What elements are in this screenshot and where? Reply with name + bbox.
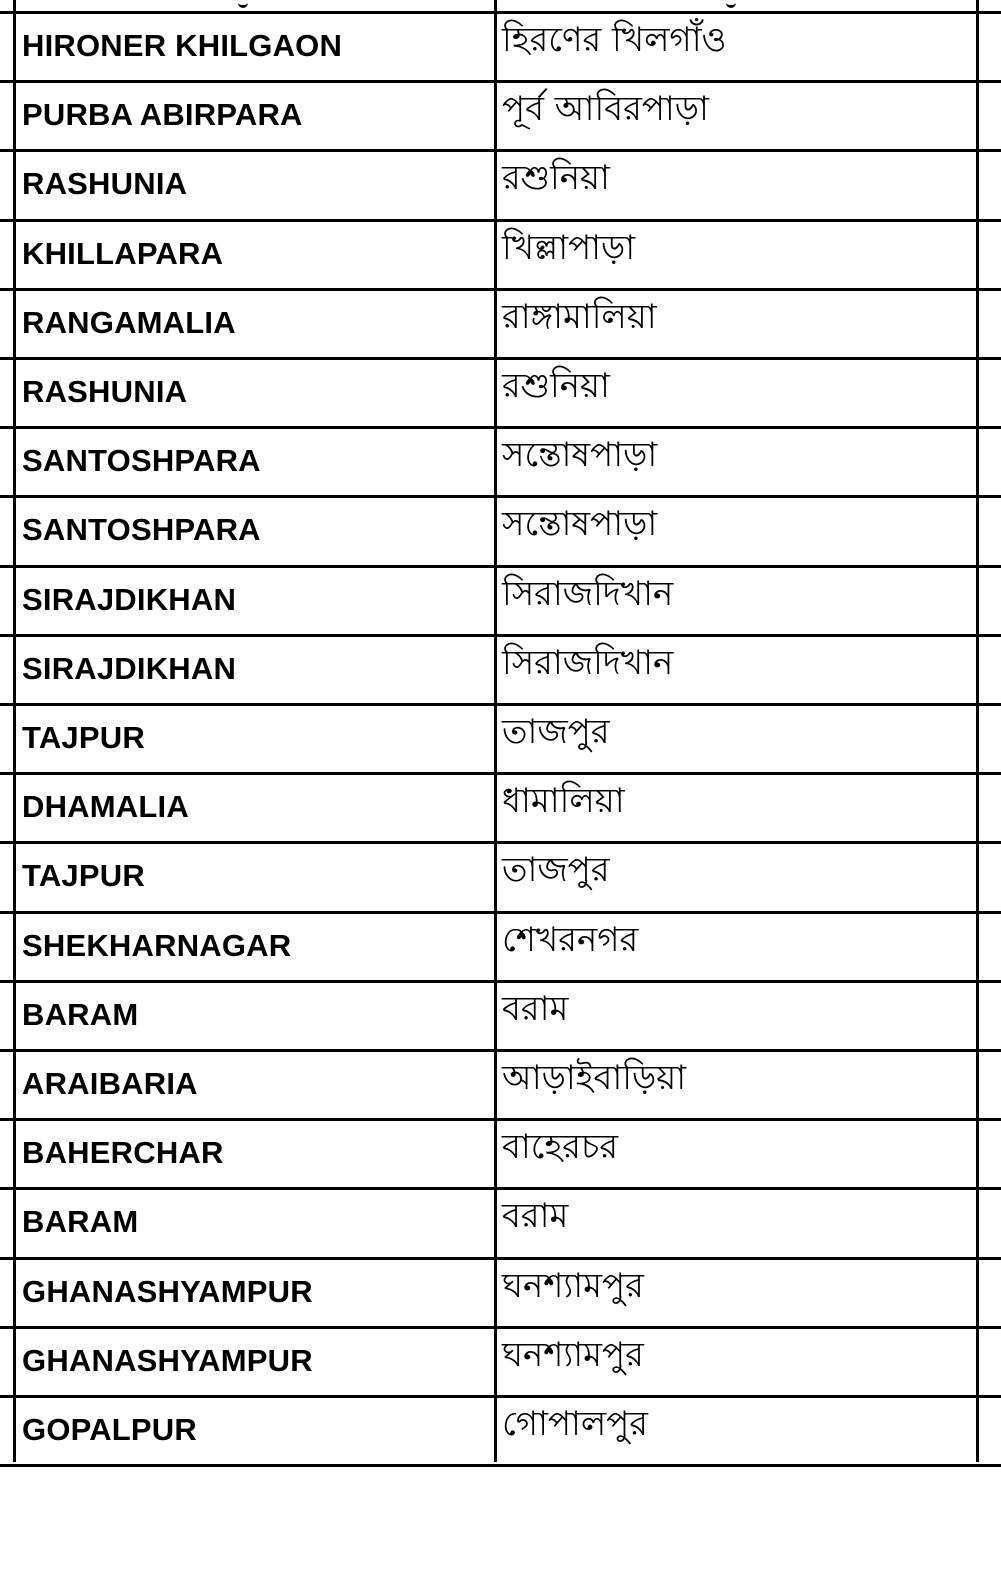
table-row: [0, 1396, 1001, 1465]
bengali-name-cell: তাজপুর: [502, 712, 610, 752]
bengali-name-cell: রশুনিয়া: [502, 366, 610, 406]
row-rule: [0, 11, 1001, 14]
english-name-cell: TAJPUR: [22, 858, 145, 894]
bengali-name-cell: বরাম: [502, 988, 569, 1029]
bengali-name-cell: ঘনশ্যামপুর: [502, 1265, 644, 1306]
row-rule: [0, 495, 1001, 498]
row-rule: [0, 911, 1001, 914]
table-row: [0, 1119, 1001, 1188]
row-rule: [0, 703, 1001, 706]
table-row: [0, 566, 1001, 635]
english-name-cell: KHILLAPARA: [22, 235, 224, 271]
english-name-cell: PURBA ABIRPARA: [22, 97, 303, 133]
bengali-name-cell: আড়াইবাড়িয়া: [502, 1058, 687, 1098]
bengali-name-cell: রাঙ্গামালিয়া: [502, 296, 657, 337]
table-row: [0, 496, 1001, 565]
bengali-name-cell: শেখরনগর: [502, 919, 639, 960]
bengali-name-cell: সন্তোষপাড়া: [502, 435, 658, 476]
english-name-cell: RASHUNIA: [22, 166, 188, 202]
table-row: [0, 1050, 1001, 1119]
table-row: [0, 358, 1001, 427]
bengali-name-cell: বরাম: [502, 1196, 569, 1237]
english-name-cell: GHANASHYAMPUR: [22, 1342, 313, 1378]
row-rule: [0, 1049, 1001, 1052]
row-rule: [0, 80, 1001, 83]
bengali-name-cell: ঘনশ্যামপুর: [502, 1334, 644, 1375]
english-name-cell: SANTOSHPARA: [22, 443, 261, 479]
table-row: [0, 1188, 1001, 1257]
english-name-cell: SANTOSHPARA: [22, 512, 261, 548]
row-rule: [0, 634, 1001, 637]
row-rule: [0, 565, 1001, 568]
row-rule: [0, 357, 1001, 360]
bengali-name-cell: গোপালপুর: [502, 1404, 648, 1444]
bengali-name-cell: ধামালিয়া: [502, 781, 625, 822]
row-rule: [0, 1464, 1001, 1467]
table-row: [0, 773, 1001, 842]
english-name-cell: SIRAJDIKHAN: [22, 650, 237, 686]
row-rule: [0, 149, 1001, 152]
table-row: [0, 1327, 1001, 1396]
english-name-cell: DHAMALIA: [22, 789, 189, 825]
bengali-name-cell: সন্তোষপাড়া: [502, 504, 658, 545]
table-row: [0, 150, 1001, 219]
bengali-name-cell: হিরণের খিলগাঁও: [502, 20, 727, 60]
english-name-cell: BARAM: [22, 996, 139, 1032]
bengali-name-cell: তাজপুর: [502, 850, 610, 891]
english-name-cell: BAHERCHAR: [22, 1135, 224, 1171]
english-name-cell: BARAM: [22, 1204, 139, 1240]
bengali-name-cell: খিল্লাপাড়া: [502, 227, 636, 268]
bengali-name-cell: বাহেরচর: [502, 1127, 619, 1168]
table-row: [0, 842, 1001, 911]
bengali-name-cell: সিরাজদিখান: [502, 642, 674, 683]
row-rule: [0, 980, 1001, 983]
cut-off-header-glyph: [726, 0, 736, 8]
table-row: [0, 81, 1001, 150]
table-row: [0, 220, 1001, 289]
english-name-cell: GHANASHYAMPUR: [22, 1273, 313, 1309]
row-rule: [0, 1326, 1001, 1329]
english-name-cell: RASHUNIA: [22, 374, 188, 409]
row-rule: [0, 841, 1001, 844]
table-row: [0, 912, 1001, 981]
row-rule: [0, 1187, 1001, 1190]
english-name-cell: TAJPUR: [22, 720, 145, 755]
table-row: [0, 12, 1001, 81]
bengali-name-cell: রশুনিয়া: [502, 158, 610, 199]
row-rule: [0, 1118, 1001, 1121]
english-name-cell: ARAIBARIA: [22, 1066, 198, 1101]
table-row: [0, 635, 1001, 704]
row-rule: [0, 288, 1001, 291]
table-row: [0, 1258, 1001, 1327]
table-row: [0, 289, 1001, 358]
row-rule: [0, 772, 1001, 775]
row-rule: [0, 1257, 1001, 1260]
table-row: [0, 427, 1001, 496]
row-rule: [0, 1395, 1001, 1398]
cut-off-header-glyph: [238, 0, 248, 8]
table-row: [0, 981, 1001, 1050]
english-name-cell: RANGAMALIA: [22, 304, 236, 340]
english-name-cell: GOPALPUR: [22, 1412, 197, 1447]
row-rule: [0, 426, 1001, 429]
english-name-cell: SHEKHARNAGAR: [22, 927, 292, 963]
english-name-cell: SIRAJDIKHAN: [22, 581, 237, 617]
bengali-name-cell: পূর্ব আবিরপাড়া: [502, 89, 709, 130]
bengali-name-cell: সিরাজদিখান: [502, 573, 674, 614]
english-name-cell: HIRONER KHILGAON: [22, 28, 343, 63]
table-row: [0, 704, 1001, 773]
row-rule: [0, 219, 1001, 222]
